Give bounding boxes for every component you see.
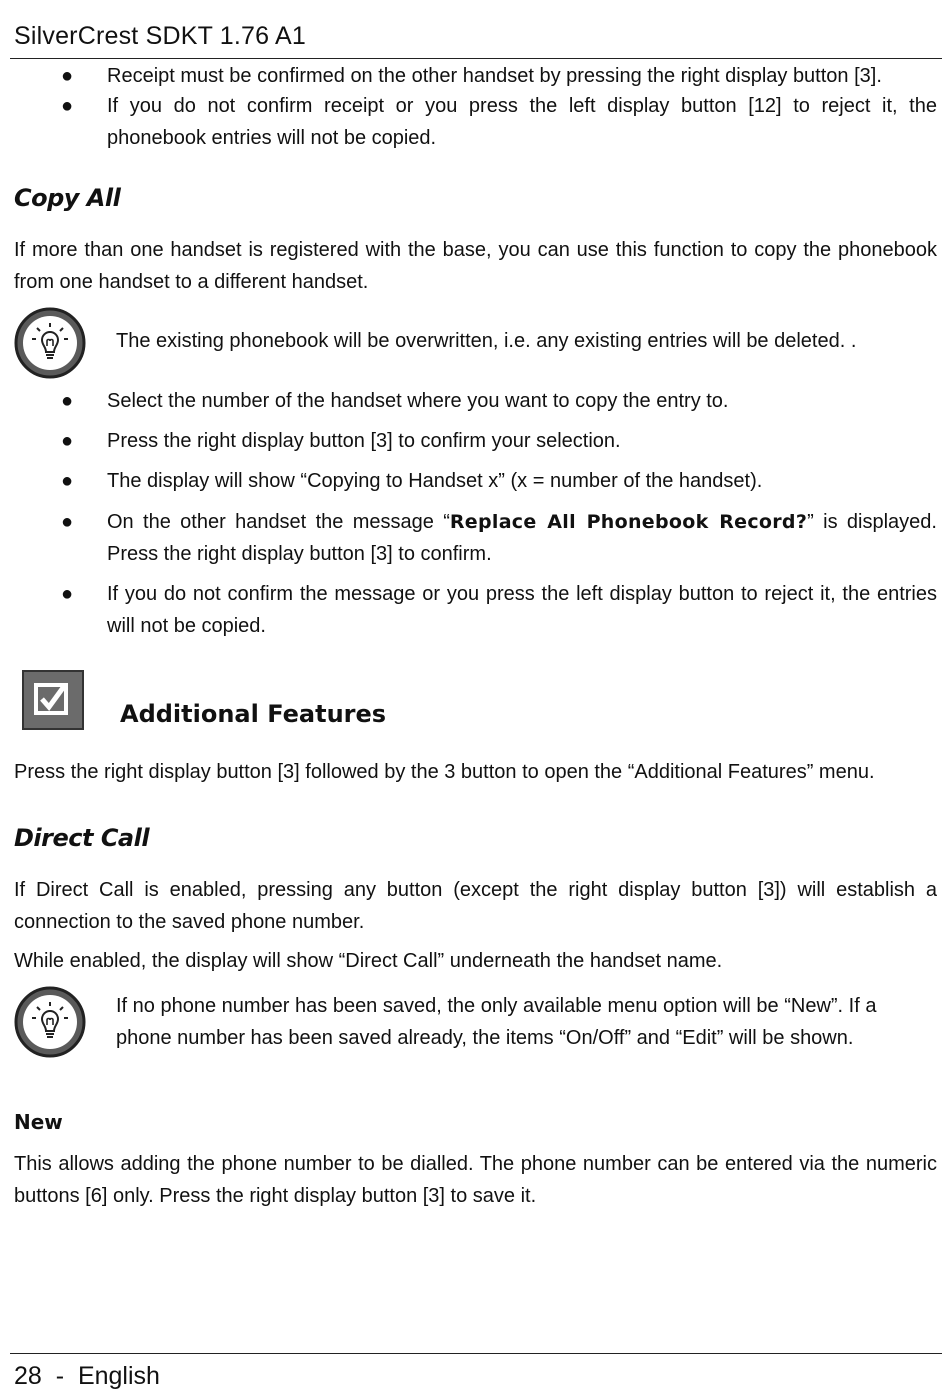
list-item [61, 506, 937, 570]
list-item-text-before: On the other handset the message “ [107, 511, 450, 533]
bullet-marker: ● [61, 65, 74, 87]
footer-divider [10, 1353, 942, 1354]
bullet-marker: ● [61, 583, 74, 605]
list-item [61, 60, 937, 92]
additional-features-paragraph: Press the right display button [3] followed by the 3 button to open the “Additional Features” menu. [14, 761, 875, 783]
footer-separator: - [55, 1362, 65, 1390]
list-item-text: If you do not confirm the message or you press the left display button to reject it, the entries will not be copied. [107, 583, 937, 637]
tip-note: If no phone number has been saved, the only available menu option will be “New”. If a phone number has been saved already, the items “On/Off” and “Edit” will be shown. [116, 995, 877, 1049]
list-item [61, 425, 937, 457]
list-item [61, 578, 937, 642]
list-item-text: Receipt must be confirmed on the other handset by pressing the right display button [3]. [107, 65, 882, 87]
bullet-marker: ● [61, 390, 74, 412]
list-item-text: The display will show “Copying to Handset x” (x = number of the handset). [107, 470, 763, 492]
section-heading-copy-all: Copy All [14, 184, 121, 212]
list-item-text: Press the right display button [3] to confirm your selection. [107, 430, 621, 452]
copy-all-paragraph: If more than one handset is registered with the base, you can use this function to copy the phonebook from one handset to a different handset. [14, 239, 937, 293]
running-header: SilverCrest SDKT 1.76 A1 [14, 22, 306, 50]
section-heading-direct-call: Direct Call [14, 824, 150, 852]
direct-call-paragraph-1: If Direct Call is enabled, pressing any button (except the right display button [3]) will establish a connection to the saved phone number. [14, 879, 937, 933]
header-divider [10, 58, 942, 59]
running-footer [14, 1362, 160, 1391]
list-item [61, 385, 937, 417]
checkbox-menu-icon [22, 670, 84, 730]
footer-language: English [77, 1362, 160, 1390]
bullet-marker: ● [61, 470, 74, 492]
list-item-text-after: ” is displayed. Press the right display button [3] to confirm. [107, 511, 937, 565]
lightbulb-tip-icon [13, 985, 87, 1059]
list-item [61, 465, 937, 497]
message-text: Replace All Phonebook Record? [449, 511, 808, 533]
list-item [61, 90, 937, 154]
lightbulb-tip-icon [13, 306, 87, 380]
page-number: 28 [14, 1362, 42, 1390]
section-heading-additional-features: Additional Features [120, 700, 387, 728]
section-heading-new: New [14, 1110, 63, 1134]
direct-call-paragraph-2: While enabled, the display will show “Direct Call” underneath the handset name. [14, 950, 723, 972]
bullet-marker: ● [61, 511, 74, 533]
list-item-text: If you do not confirm receipt or you press the left display button [12] to reject it, the phonebook entries will not be copied. [107, 95, 937, 149]
list-item-text: Select the number of the handset where you want to copy the entry to. [107, 390, 729, 412]
bullet-marker: ● [61, 430, 74, 452]
tip-note: The existing phonebook will be overwritten, i.e. any existing entries will be deleted. . [116, 330, 857, 352]
new-paragraph: This allows adding the phone number to be dialled. The phone number can be entered via the numeric buttons [6] only. Press the right display button [3] to save it. [14, 1153, 937, 1207]
bullet-marker: ● [61, 95, 74, 117]
